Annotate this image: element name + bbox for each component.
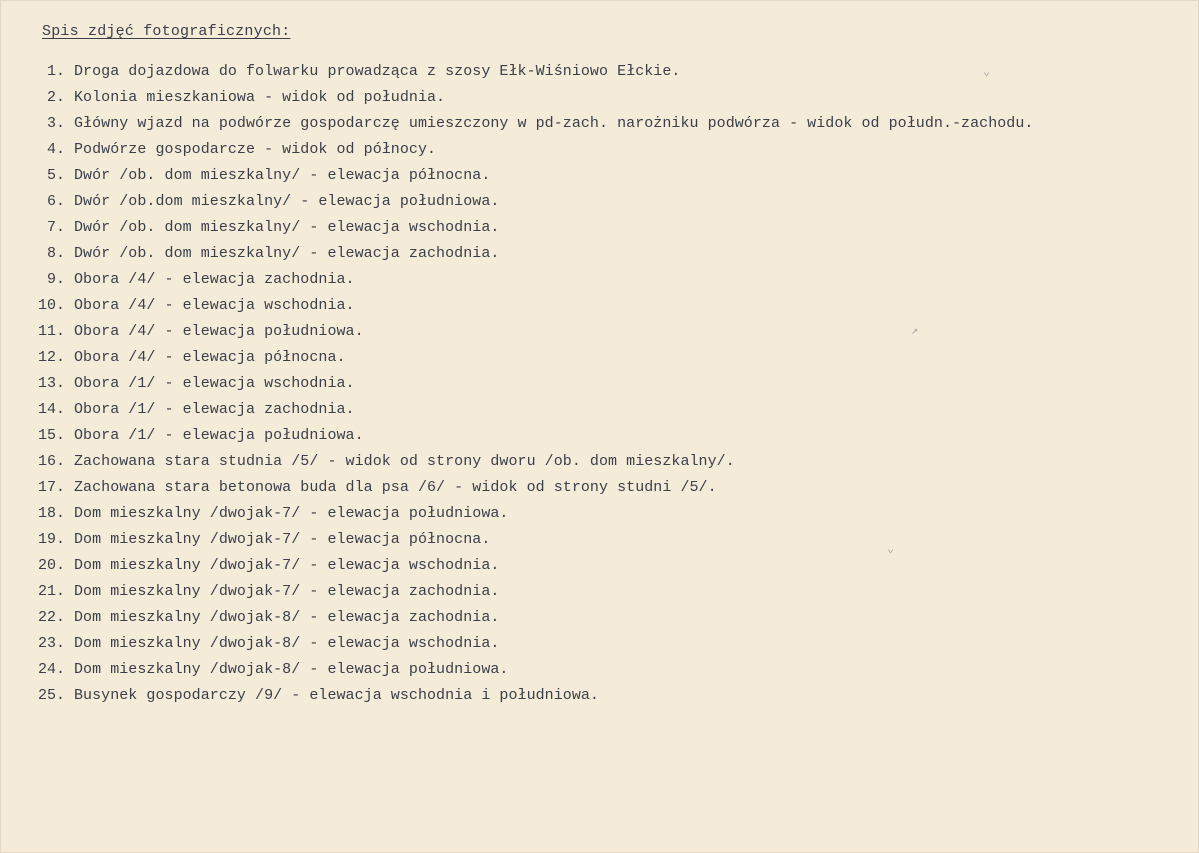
item-number: 3. xyxy=(46,115,65,132)
item-text: Dwór /ob.dom mieszkalny/ - elewacja południowa. xyxy=(74,193,500,210)
list-item xyxy=(31,319,1033,345)
list-item xyxy=(31,449,1033,475)
list-item xyxy=(31,111,1033,137)
list-item xyxy=(31,189,1033,215)
list-item xyxy=(31,683,1033,709)
item-number: 11. xyxy=(37,323,65,340)
item-number: 16. xyxy=(37,453,65,470)
photo-list xyxy=(31,59,1033,709)
item-number: 9. xyxy=(46,271,65,288)
list-item xyxy=(31,397,1033,423)
item-number: 22. xyxy=(37,609,65,626)
item-text: Zachowana stara betonowa buda dla psa /6/ - widok od strony studni /5/. xyxy=(74,479,717,496)
item-number: 1. xyxy=(46,63,65,80)
list-item xyxy=(31,267,1033,293)
item-number: 4. xyxy=(46,141,65,158)
item-text: Podwórze gospodarcze - widok od północy. xyxy=(74,141,437,158)
item-text: Dwór /ob. dom mieszkalny/ - elewacja północna. xyxy=(74,167,491,184)
item-text: Obora /4/ - elewacja wschodnia. xyxy=(74,297,355,314)
item-number: 12. xyxy=(37,349,65,366)
item-number: 18. xyxy=(37,505,65,522)
item-text: Dwór /ob. dom mieszkalny/ - elewacja wschodnia. xyxy=(74,219,500,236)
list-item xyxy=(31,501,1033,527)
item-text: Dom mieszkalny /dwojak-7/ - elewacja zachodnia. xyxy=(74,583,500,600)
item-number: 5. xyxy=(46,167,65,184)
item-text: Droga dojazdowa do folwarku prowadząca z szosy Ełk-Wiśniowo Ełckie. xyxy=(74,63,681,80)
item-number: 20. xyxy=(37,557,65,574)
list-item xyxy=(31,527,1033,553)
item-text: Obora /1/ - elewacja zachodnia. xyxy=(74,401,355,418)
document-title: Spis zdjęć fotograficznych: xyxy=(42,23,291,40)
pen-mark: ⌄ xyxy=(983,65,991,79)
item-text: Busynek gospodarczy /9/ - elewacja wschodnia i południowa. xyxy=(74,687,599,704)
item-text: Kolonia mieszkaniowa - widok od południa. xyxy=(74,89,446,106)
item-text: Obora /4/ - elewacja zachodnia. xyxy=(74,271,355,288)
item-number: 14. xyxy=(37,401,65,418)
list-item xyxy=(31,475,1033,501)
item-text: Obora /4/ - elewacja południowa. xyxy=(74,323,364,340)
item-text: Dom mieszkalny /dwojak-8/ - elewacja południowa. xyxy=(74,661,509,678)
item-text: Obora /1/ - elewacja wschodnia. xyxy=(74,375,355,392)
list-item xyxy=(31,371,1033,397)
list-item xyxy=(31,163,1033,189)
item-number: 8. xyxy=(46,245,65,262)
item-number: 7. xyxy=(46,219,65,236)
item-number: 19. xyxy=(37,531,65,548)
list-item xyxy=(31,59,1033,85)
list-item xyxy=(31,423,1033,449)
list-item xyxy=(31,85,1033,111)
list-item xyxy=(31,605,1033,631)
item-text: Dom mieszkalny /dwojak-7/ - elewacja południowa. xyxy=(74,505,509,522)
list-item xyxy=(31,553,1033,579)
item-text: Dom mieszkalny /dwojak-7/ - elewacja wschodnia. xyxy=(74,557,500,574)
item-number: 6. xyxy=(46,193,65,210)
item-number: 25. xyxy=(37,687,65,704)
item-text: Obora /4/ - elewacja północna. xyxy=(74,349,346,366)
item-number: 15. xyxy=(37,427,65,444)
item-number: 17. xyxy=(37,479,65,496)
list-item xyxy=(31,345,1033,371)
list-item xyxy=(31,579,1033,605)
item-text: Zachowana stara studnia /5/ - widok od strony dworu /ob. dom mieszkalny/. xyxy=(74,453,735,470)
item-text: Dom mieszkalny /dwojak-7/ - elewacja północna. xyxy=(74,531,491,548)
item-text: Obora /1/ - elewacja południowa. xyxy=(74,427,364,444)
list-item xyxy=(31,293,1033,319)
list-item xyxy=(31,241,1033,267)
list-item xyxy=(31,137,1033,163)
item-text: Dwór /ob. dom mieszkalny/ - elewacja zachodnia. xyxy=(74,245,500,262)
item-text: Dom mieszkalny /dwojak-8/ - elewacja zachodnia. xyxy=(74,609,500,626)
item-number: 2. xyxy=(46,89,65,106)
list-item xyxy=(31,631,1033,657)
list-item xyxy=(31,215,1033,241)
item-number: 21. xyxy=(37,583,65,600)
item-text: Główny wjazd na podwórze gospodarczę umieszczony w pd-zach. narożniku podwórza - widok od połudn.-zachodu. xyxy=(74,115,1034,132)
item-number: 24. xyxy=(37,661,65,678)
pen-mark: ↗ xyxy=(911,324,919,338)
item-text: Dom mieszkalny /dwojak-8/ - elewacja wschodnia. xyxy=(74,635,500,652)
item-number: 13. xyxy=(37,375,65,392)
item-number: 10. xyxy=(37,297,65,314)
item-number: 23. xyxy=(37,635,65,652)
list-item xyxy=(31,657,1033,683)
pen-mark: ⌄ xyxy=(887,542,895,556)
